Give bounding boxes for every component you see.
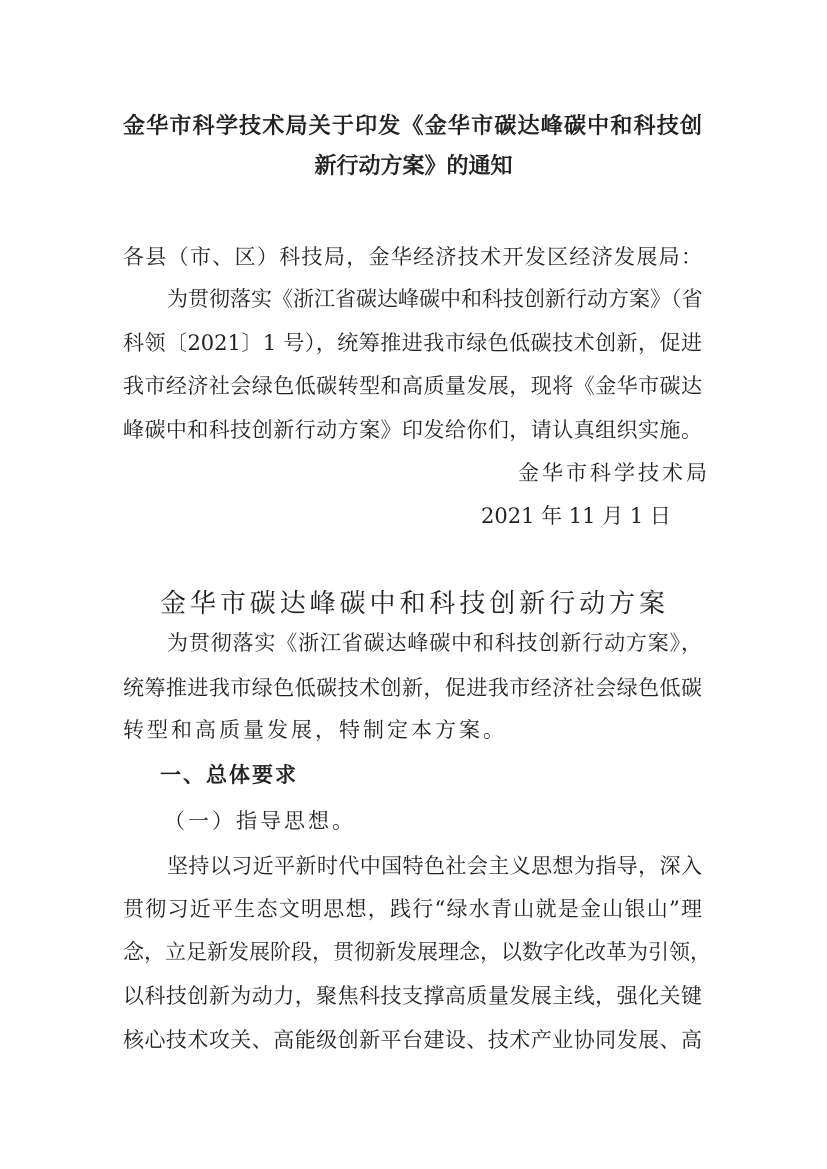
guiding-line: 念，立足新发展阶段，贯彻新发展理念，以数字化改革为引领，: [123, 940, 711, 964]
notice-body-line: 我市经济社会绿色低碳转型和高质量发展，现将《金华市碳达: [123, 374, 702, 398]
plan-intro-line: 为贯彻落实《浙江省碳达峰碳中和科技创新行动方案》，: [167, 631, 702, 655]
guiding-line: 核心技术攻关、高能级创新平台建设、技术产业协同发展、高: [123, 1028, 702, 1052]
guiding-line: 以科技创新为动力，聚焦科技支撑高质量发展主线，强化关键: [123, 984, 702, 1008]
signature: 金华市科学技术局: [518, 461, 710, 485]
notice-title-line: 新行动方案》的通知: [314, 154, 513, 179]
notice-title-line: 金华市科学技术局关于印发《金华市碳达峰碳中和科技创: [123, 114, 702, 139]
notice-body-line: 科领〔2021〕1 号），统筹推进我市绿色低碳技术创新，促进: [123, 331, 702, 355]
plan-intro-line: 转型和高质量发展，特制定本方案。: [123, 718, 507, 742]
plan-intro-line: 统筹推进我市绿色低碳技术创新，促进我市经济社会绿色低碳: [123, 676, 702, 700]
notice-body-line: 为贯彻落实《浙江省碳达峰碳中和科技创新行动方案》（省: [167, 287, 703, 311]
plan-title: 金华市碳达峰碳中和科技创新行动方案: [160, 589, 665, 619]
salutation: 各县（市、区）科技局，金华经济技术开发区经济发展局：: [123, 245, 702, 269]
date: 2021 年 11 月 1 日: [481, 504, 671, 528]
guiding-line: 坚持以习近平新时代中国特色社会主义思想为指导，深入: [167, 854, 702, 878]
notice-body-line: 峰碳中和科技创新行动方案》印发给你们，请认真组织实施。: [123, 418, 702, 442]
section-heading: 一、总体要求: [160, 763, 298, 787]
guiding-line: 贯彻习近平生态文明思想，践行“绿水青山就是金山银山”理: [123, 897, 702, 921]
subsection-heading: （一）指导思想。: [164, 809, 356, 833]
